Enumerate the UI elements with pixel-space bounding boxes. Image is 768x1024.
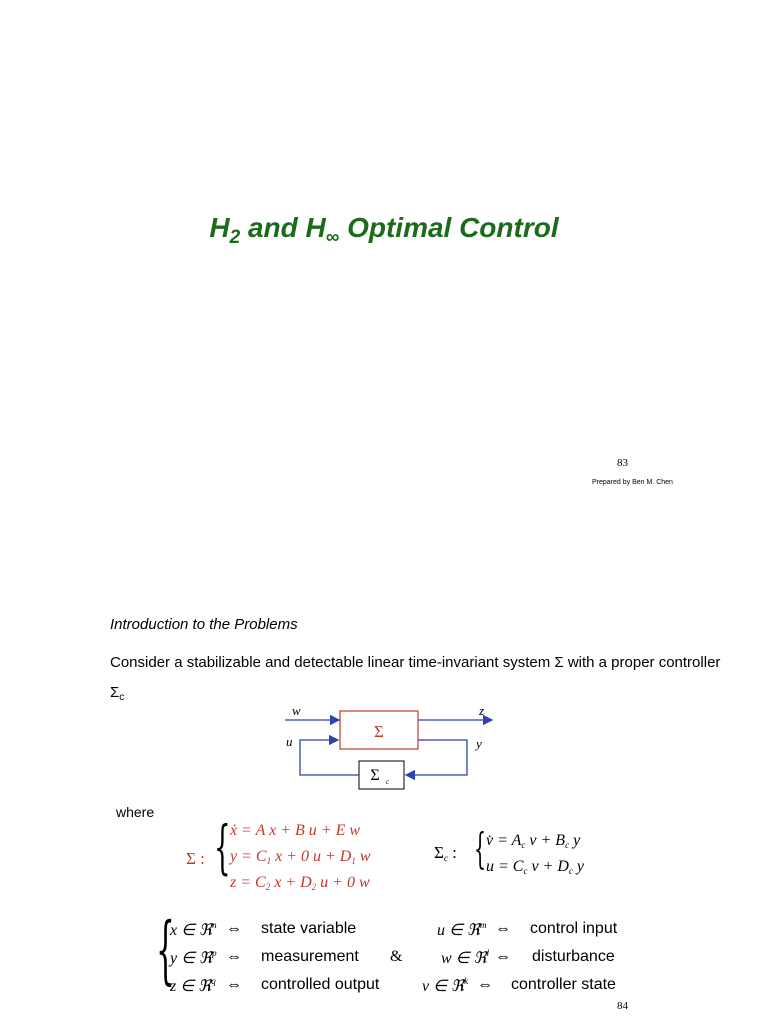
intro-text: Consider a stabilizable and detectable linear time-invariant system Σ with a proper controller <box>110 654 721 671</box>
def-row-v: v ∈ ℜ$^k$ <box>422 976 469 995</box>
controller-label-sub: c <box>386 778 390 786</box>
equiv-w: ⇔ <box>495 948 511 965</box>
u-feedback-arrow <box>300 740 359 775</box>
equiv-v: ⇔ <box>477 976 493 993</box>
def-row-u: u ∈ ℜ$^m$ <box>437 920 487 939</box>
slide-title: $H_2$ and $H_\infty$ Optimal Control <box>209 212 559 248</box>
prepared-by: Prepared by Ben M. Chen <box>592 479 673 486</box>
desc-controlled-output: controlled output <box>261 976 380 993</box>
def-row-w: w ∈ ℜ$^l$ <box>441 948 490 967</box>
desc-controller-state: controller state <box>511 976 616 993</box>
plant-label: Σ <box>374 722 384 741</box>
sigma-eq-1: ẋ = A x + B u + E w <box>230 822 361 839</box>
sigma-eq-3: $z = C_2$ $x + D_2$ u + 0 w <box>230 874 370 892</box>
controller-block <box>359 761 404 789</box>
sigmac-label: $\Sigma_c$ : <box>434 843 457 863</box>
equiv-z: ⇔ <box>226 976 242 993</box>
page-number-83: 83 <box>617 457 628 469</box>
sigma-label: Σ : <box>186 849 205 868</box>
label-z: z <box>479 703 485 718</box>
equiv-x: ⇔ <box>226 920 242 937</box>
where-label: where <box>116 804 155 820</box>
def-row-y: y ∈ ℜ$^p$ <box>170 948 217 967</box>
desc-measurement: measurement <box>261 948 359 965</box>
page-number-84: 84 <box>617 1000 628 1012</box>
def-row-x: x ∈ ℜ$^n$ <box>170 920 217 939</box>
sigmac-eq-1: v̇ = $A_c$ $v + B_c$ y <box>486 832 581 850</box>
sigmac-brace: { <box>474 824 487 873</box>
desc-state-variable: state variable <box>261 920 357 937</box>
def-row-z: z ∈ ℜ$^q$ <box>170 976 216 995</box>
desc-control-input: control input <box>530 920 618 937</box>
desc-disturbance: disturbance <box>532 948 615 965</box>
label-w: w <box>292 703 301 718</box>
sigmac-eq-2: $u = C_c$ $v + D_c$ y <box>486 858 585 876</box>
equiv-u: ⇔ <box>495 920 511 937</box>
y-feedback-arrow <box>406 740 467 775</box>
sigma-brace: { <box>214 813 231 881</box>
controller-label: Σ <box>370 767 380 784</box>
ampersand: & <box>390 948 403 965</box>
equiv-y: ⇔ <box>226 948 242 965</box>
block-diagram <box>280 700 500 796</box>
defs-brace: { <box>156 907 175 993</box>
label-u: u <box>286 734 293 749</box>
label-y: y <box>476 736 482 751</box>
controller-symbol: $\Sigma_c$ <box>110 684 125 703</box>
section-title: Introduction to the Problems <box>110 616 298 633</box>
sigma-eq-2: $y = C_1$ x + 0 $u + D_1$ w <box>230 848 371 866</box>
